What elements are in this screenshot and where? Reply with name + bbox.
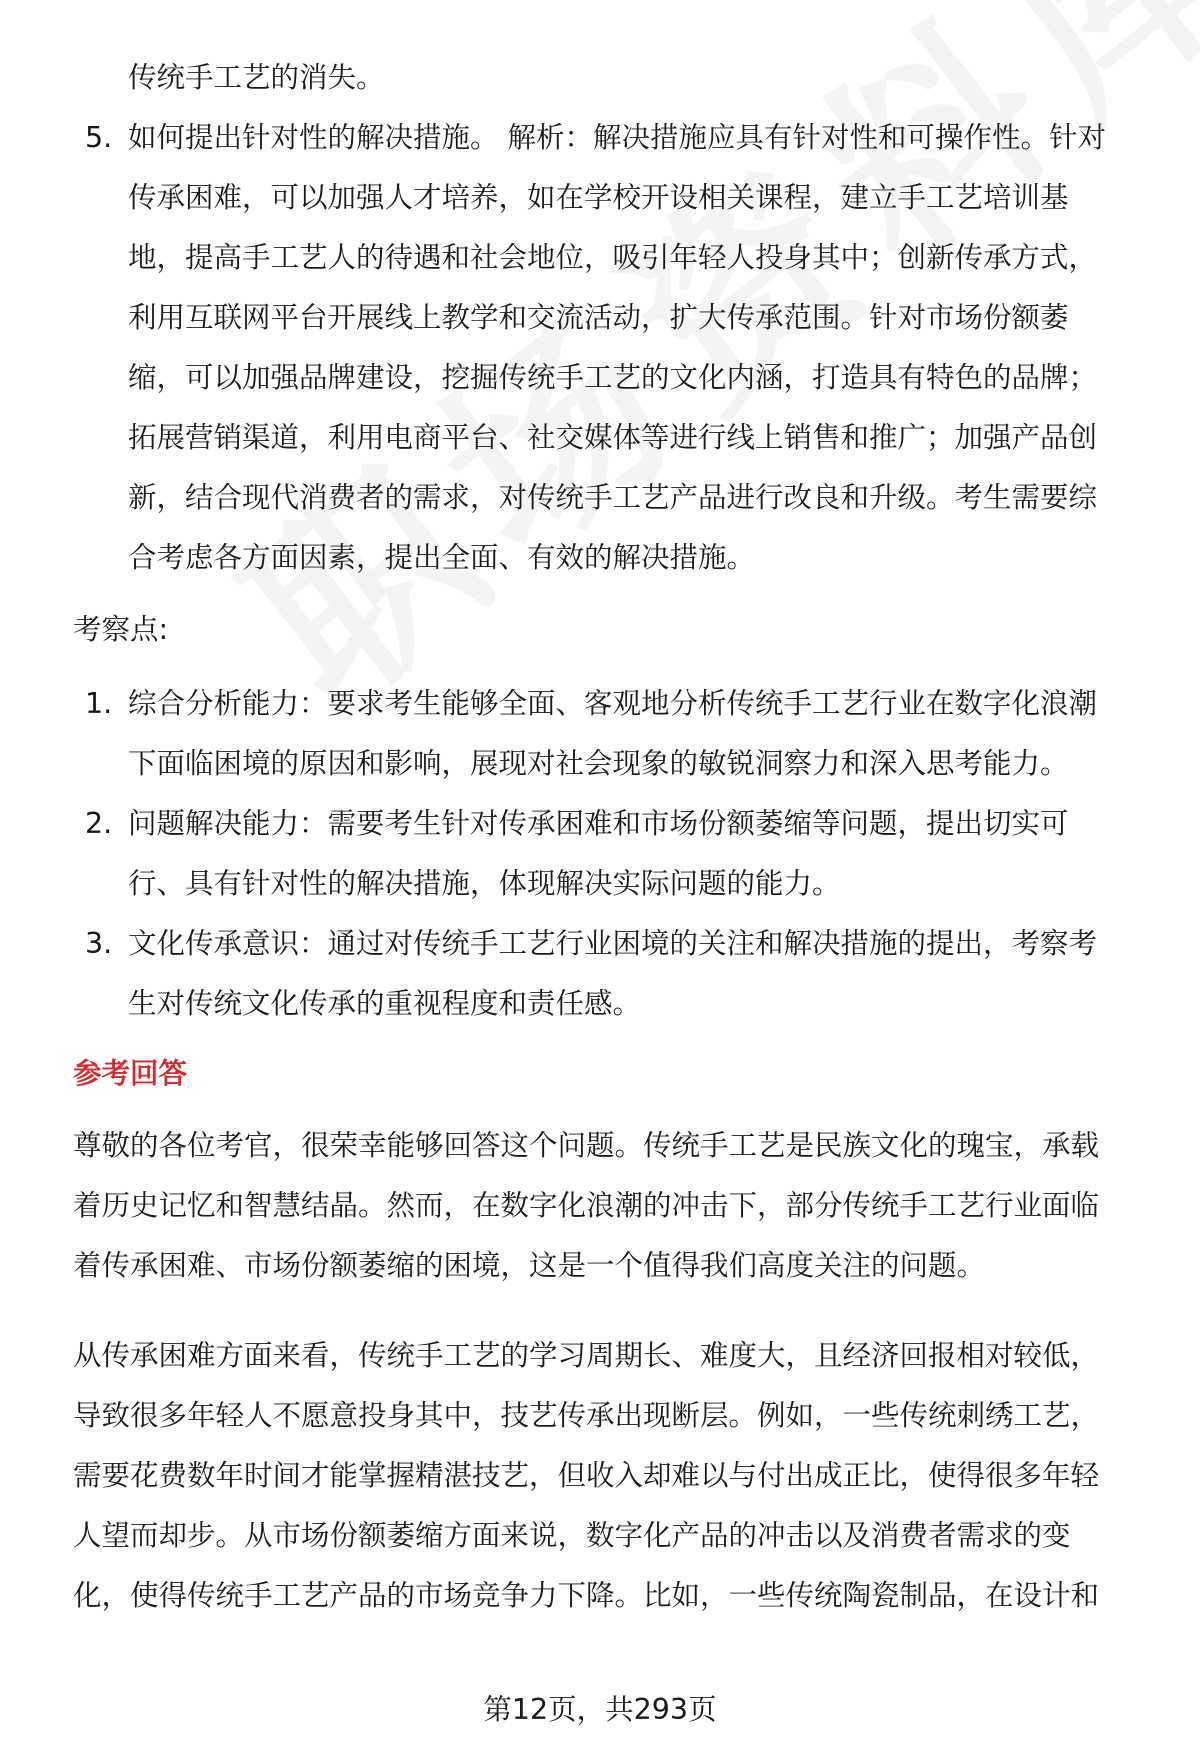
text-line: 着传承困难、市场份额萎缩的困境，这是一个值得我们高度关注的问题。 <box>73 1249 986 1282</box>
text-line: 导致很多年轻人不愿意投身其中，技艺传承出现断层。例如，一些传统刺绣工艺， <box>73 1399 1100 1432</box>
exam-point-item-2 <box>73 794 1143 914</box>
text-line: 地，提高手工艺人的待遇和社会地位，吸引年轻人投身其中；创新传承方式， <box>128 241 1098 274</box>
text-line: 综合分析能力：要求考生能够全面、客观地分析传统手工艺行业在数字化浪潮 <box>128 687 1098 720</box>
reference-answer-heading: 参考回答 <box>73 1057 188 1090</box>
item4-tail: 传统手工艺的消失。 <box>128 61 385 94</box>
text-line: 化，使得传统手工艺产品的市场竞争力下降。比如，一些传统陶瓷制品，在设计和 <box>73 1579 1100 1612</box>
text-line: 生对传统文化传承的重视程度和责任感。 <box>128 987 642 1020</box>
exam-point-item-3 <box>73 914 1143 1034</box>
list-body <box>128 794 1143 914</box>
text-line: 问题解决能力：需要考生针对传承困难和市场份额萎缩等问题，提出切实可 <box>128 807 1069 840</box>
text-line: 新，结合现代消费者的需求，对传统手工艺产品进行改良和升级。考生需要综 <box>128 481 1098 514</box>
text-line: 文化传承意识：通过对传统手工艺行业困境的关注和解决措施的提出，考察考 <box>128 927 1098 960</box>
list-number: 1. <box>85 687 113 720</box>
exam-points-label: 考察点: <box>73 613 169 646</box>
list-body <box>128 108 1143 588</box>
text-line: 利用互联网平台开展线上教学和交流活动，扩大传承范围。针对市场份额萎 <box>128 301 1069 334</box>
text-line: 尊敬的各位考官，很荣幸能够回答这个问题。传统手工艺是民族文化的瑰宝，承载 <box>73 1129 1100 1162</box>
list-number: 2. <box>85 807 113 840</box>
list-body <box>128 674 1143 794</box>
text-line: 着历史记忆和智慧结晶。然而，在数字化浪潮的冲击下，部分传统手工艺行业面临 <box>73 1189 1100 1222</box>
text-line: 缩，可以加强品牌建设，挖掘传统手工艺的文化内涵，打造具有特色的品牌； <box>128 361 1098 394</box>
page-content <box>73 48 1143 1656</box>
text-line: 拓展营销渠道，利用电商平台、社交媒体等进行线上销售和推广；加强产品创 <box>128 421 1098 454</box>
list-number: 3. <box>85 927 113 960</box>
text-line: 如何提出针对性的解决措施。 解析：解决措施应具有针对性和可操作性。针对 <box>128 121 1107 154</box>
page-number-footer: 第12页，共293页 <box>483 1693 717 1726</box>
text-line: 合考虑各方面因素，提出全面、有效的解决措施。 <box>128 541 756 574</box>
list-body <box>128 914 1143 1034</box>
exam-point-item-1 <box>73 674 1143 794</box>
text-line: 下面临困境的原因和影响，展现对社会现象的敏锐洞察力和深入思考能力。 <box>128 747 1069 780</box>
text-line: 从传承困难方面来看，传统手工艺的学习周期长、难度大，且经济回报相对较低， <box>73 1339 1100 1372</box>
list-number: 5. <box>85 121 113 154</box>
text-line: 人望而却步。从市场份额萎缩方面来说，数字化产品的冲击以及消费者需求的变 <box>73 1519 1071 1552</box>
answer-paragraph-1 <box>73 1116 1143 1296</box>
answer-paragraph-2 <box>73 1326 1143 1626</box>
text-line: 行、具有针对性的解决措施，体现解决实际问题的能力。 <box>128 867 841 900</box>
text-line: 需要花费数年时间才能掌握精湛技艺，但收入却难以与付出成正比，使得很多年轻 <box>73 1459 1100 1492</box>
text-line: 传承困难，可以加强人才培养，如在学校开设相关课程，建立手工艺培训基 <box>128 181 1069 214</box>
list-item-5 <box>73 108 1143 588</box>
